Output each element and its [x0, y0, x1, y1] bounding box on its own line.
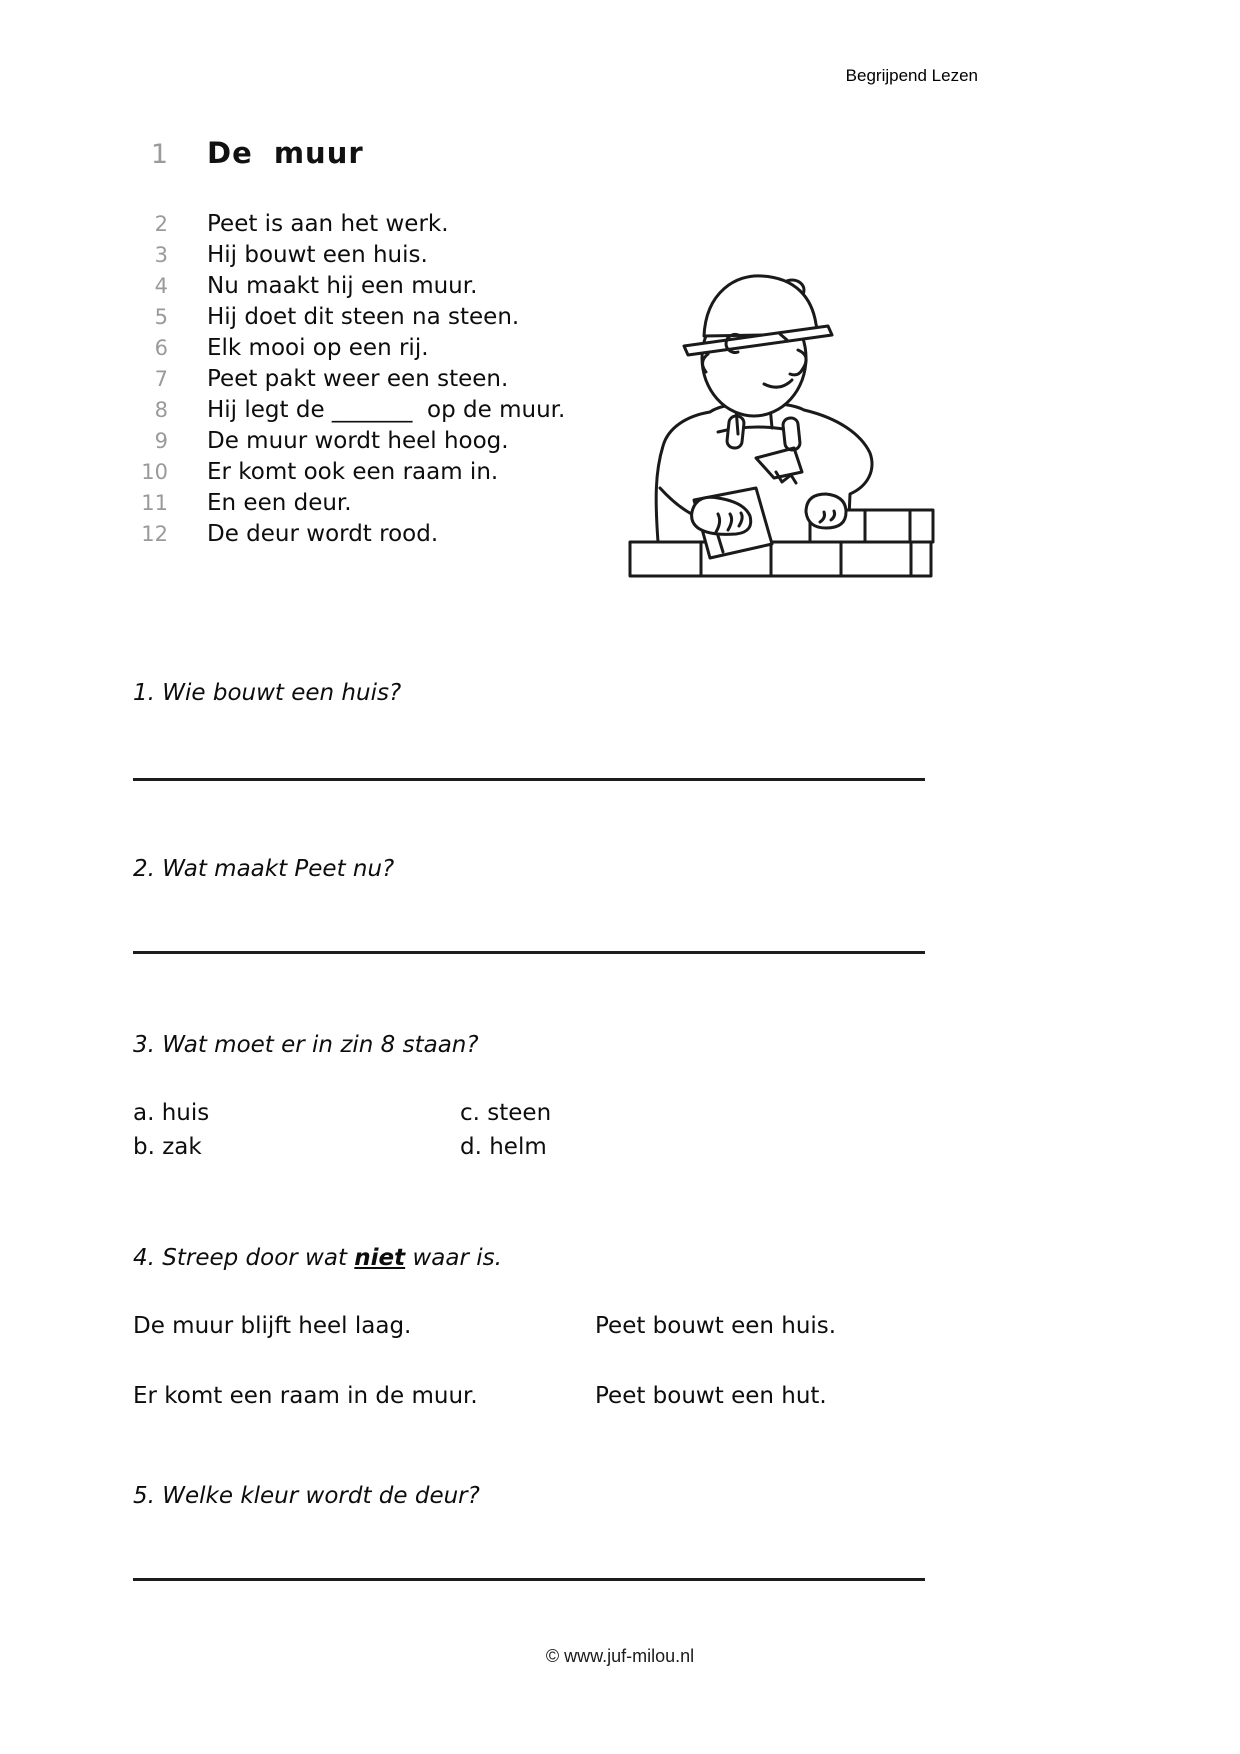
- story-line: [125, 209, 565, 240]
- line-number: 9: [154, 429, 168, 453]
- line-number: 8: [154, 398, 168, 422]
- statement-2[interactable]: Peet bouwt een huis.: [595, 1313, 837, 1339]
- line-text: Er komt ook een raam in.: [207, 459, 499, 485]
- question-1: 1. Wie bouwt een huis?: [133, 680, 402, 706]
- option-a[interactable]: a. huis: [133, 1100, 210, 1126]
- story-line: [125, 271, 565, 302]
- statement-1[interactable]: De muur blijft heel laag.: [133, 1313, 412, 1339]
- story-line-with-blank: [125, 395, 565, 426]
- line-text: De muur wordt heel hoog.: [207, 428, 509, 454]
- story-title-row: [125, 136, 364, 170]
- story-line: [125, 426, 565, 457]
- cap: [684, 276, 832, 355]
- answer-line-2[interactable]: [133, 951, 925, 954]
- story-line: [125, 488, 565, 519]
- statement-4[interactable]: Peet bouwt een hut.: [595, 1383, 827, 1409]
- statement-3[interactable]: Er komt een raam in de muur.: [133, 1383, 478, 1409]
- question-5: 5. Welke kleur wordt de deur?: [133, 1483, 480, 1509]
- option-d[interactable]: d. helm: [460, 1134, 547, 1160]
- bricklayer-illustration: [558, 250, 935, 580]
- story-line: [125, 333, 565, 364]
- line-text: Peet pakt weer een steen.: [207, 366, 509, 392]
- story-title: De muur: [207, 136, 364, 170]
- line-number: 3: [154, 243, 168, 267]
- line-number: 4: [154, 274, 168, 298]
- story-line: [125, 302, 565, 333]
- question-4-suffix: waar is.: [405, 1245, 502, 1271]
- line-text: Nu maakt hij een muur.: [207, 273, 478, 299]
- line-number: 10: [141, 460, 168, 484]
- story-line: [125, 364, 565, 395]
- line-text: De deur wordt rood.: [207, 521, 439, 547]
- story-line: [125, 457, 565, 488]
- story-title-line-number: 1: [150, 139, 168, 170]
- line-number: 12: [141, 522, 168, 546]
- page-header: Begrijpend Lezen: [845, 66, 978, 85]
- line-number: 2: [154, 212, 168, 236]
- option-c[interactable]: c. steen: [460, 1100, 552, 1126]
- question-3: 3. Wat moet er in zin 8 staan?: [133, 1032, 479, 1058]
- story-text-block: [125, 209, 565, 550]
- line-number: 7: [154, 367, 168, 391]
- line-number: 5: [154, 305, 168, 329]
- question-4-emphasis: niet: [354, 1245, 406, 1271]
- answer-line-5[interactable]: [133, 1578, 925, 1581]
- question-4-prefix: 4. Streep door wat: [133, 1245, 355, 1271]
- line-number: 11: [141, 491, 168, 515]
- line-text: Hij doet dit steen na steen.: [207, 304, 520, 330]
- answer-line-1[interactable]: [133, 778, 925, 781]
- line-text: Hij legt de _______ op de muur.: [207, 397, 566, 423]
- line-text: Hij bouwt een huis.: [207, 242, 428, 268]
- question-4: [133, 1245, 502, 1271]
- story-line: [125, 519, 565, 550]
- option-b[interactable]: b. zak: [133, 1134, 202, 1160]
- story-line: [125, 240, 565, 271]
- copyright-footer: © www.juf-milou.nl: [545, 1646, 695, 1666]
- line-text: En een deur.: [207, 490, 352, 516]
- line-number: 6: [154, 336, 168, 360]
- line-text: Peet is aan het werk.: [207, 211, 449, 237]
- question-2: 2. Wat maakt Peet nu?: [133, 856, 395, 882]
- line-text: Elk mooi op een rij.: [207, 335, 429, 361]
